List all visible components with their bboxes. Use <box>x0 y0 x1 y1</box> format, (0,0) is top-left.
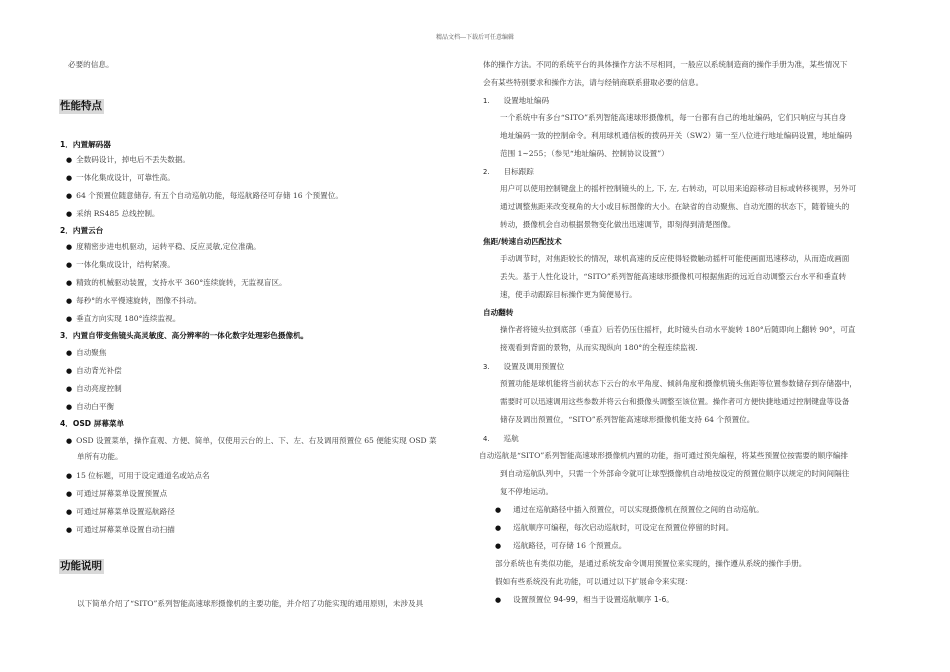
bullet-icon: ● <box>495 524 502 532</box>
bullet-icon: ● <box>66 174 73 182</box>
paragraph-line: 复不停地运动。 <box>500 487 554 496</box>
list-item: ● 通过在巡航路径中插入预置位，可以实现摄像机在预置位之间的自动巡航。 <box>495 505 764 514</box>
bullet-icon: ● <box>495 542 502 550</box>
list-item: ● 垂直方向实现 180°连续监视。 <box>66 314 181 323</box>
item3-heading: 3. 设置及调用预置位 <box>483 362 565 371</box>
list-item: ● 设置预置位 94-99，相当于设置巡航顺序 1-6。 <box>495 595 674 604</box>
bullet-icon: ● <box>66 210 73 218</box>
list-item: ● 度精密步进电机驱动，运转平稳、反应灵敏,定位准确。 <box>66 242 261 251</box>
list-item: ● 一体化集成设计，结构紧凑。 <box>66 260 175 269</box>
list-item: ● 一体化集成设计，可靠性高。 <box>66 173 175 182</box>
paragraph-line: 通过调整焦距来改变视角的大小或目标图像的大小。在缺省的自动聚焦、自动光圈的状态下，随着镜头的 <box>500 202 850 211</box>
list-item: ● 可通过屏幕菜单设置预置点 <box>66 489 168 498</box>
bullet-icon: ● <box>66 437 73 445</box>
functions-intro: 以下简单介绍了“SITO”系列智能高速球形摄像机的主要功能，并介绍了功能实现的通用原则，未涉及具 <box>77 599 424 608</box>
list-item: ● 巡航路径，可存储 16 个预置点。 <box>495 541 627 550</box>
list-item: ● 自动亮度控制 <box>66 384 122 393</box>
list-item: ● 巡航顺序可编程，每次启动巡航时，可设定在预置位停留的时间。 <box>495 523 734 532</box>
paragraph-line: 体的操作方法。不同的系统平台的具体操作方法不尽相同，一般应以系统制造商的操作手册为准，某些情况下 <box>483 60 848 69</box>
paragraph-line: 预置功能是球机能将当前状态下云台的水平角度、倾斜角度和摄像机镜头焦距等位置参数储存到存储器中， <box>500 379 857 388</box>
paragraph-line: 操作者将镜头拉到底部（垂直）后若仍压住摇杆，此时镜头自动水平旋转 180°后随即向上翻转 90°，可直 <box>500 325 856 334</box>
list-item: ● 全数码设计，掉电后不丢失数据。 <box>66 155 191 164</box>
bullet-icon: ● <box>66 243 73 251</box>
item1-heading: 1. 设置地址编码 <box>483 96 550 105</box>
paragraph-line: 一个系统中有多台“SITO”系列智能高速球形摄像机，每一台都有自己的地址编码，它们只响应与其自身 <box>500 113 847 122</box>
item4-heading: 4. 巡航 <box>483 434 519 443</box>
list-item: ● OSD 设置菜单，操作直观、方便、简单，仅使用云台的上、下、左、右及调用预置位 65 便能实现 OSD 菜 <box>66 436 437 445</box>
section-features-heading: 性能特点 <box>60 100 102 112</box>
group1-title: 1．内置解码器 <box>60 140 111 149</box>
subsection-flip-heading: 自动翻转 <box>483 308 514 317</box>
bullet-icon: ● <box>66 192 73 200</box>
paragraph-line: 转动，摄像机会自动根据景物变化做出迅速调节，即刻得到清楚图像。 <box>500 220 736 229</box>
note-line: 部分系统也有类似功能，是通过系统发命令调用预置位来实现的，操作遵从系统的操作手册。 <box>495 559 807 568</box>
intro-tail: 必要的信息。 <box>68 60 114 69</box>
bullet-icon: ● <box>66 403 73 411</box>
list-item: ● 每秒°的水平慢速旋转，图像不抖动。 <box>66 296 202 305</box>
list-item: ● 自动白平衡 <box>66 402 115 411</box>
list-item: ● 可通过屏幕菜单设置自动扫描 <box>66 525 175 534</box>
list-item: ● 采纳 RS485 总线控制。 <box>66 209 160 218</box>
paragraph-line: 范围 1~255；（参见“地址编码、控制协议设置”） <box>500 149 669 158</box>
bullet-icon: ● <box>66 315 73 323</box>
bullet-icon: ● <box>66 472 73 480</box>
bullet-icon: ● <box>66 156 73 164</box>
item2-heading: 2. 目标跟踪 <box>483 167 534 176</box>
bullet-icon: ● <box>66 261 73 269</box>
page-header: 精品文档---下载后可任意编辑 <box>435 34 515 41</box>
bullet-icon: ● <box>495 506 502 514</box>
list-item-continuation: 单所有功能。 <box>77 452 123 461</box>
paragraph-line: 丢失。基于人性化设计，“SITO”系列智能高速球形摄像机可根据焦距的远近自动调整云台水平和垂直转 <box>500 272 847 281</box>
paragraph-line: 手动调节时，对焦距较长的情况，球机高速的反应使得轻微触动摇杆可能使画面迅速移动，从而造成画面 <box>500 254 850 263</box>
list-item: ● 自动背光补偿 <box>66 366 122 375</box>
list-item: ● 64 个预置位随意储存, 有五个自动巡航功能，每巡航路径可存储 16 个预置位。 <box>66 191 343 200</box>
paragraph-line: 地址编码一致的控制命令。利用球机通信板的拨码开关（SW2）第一至八位进行地址编码设置，地址编码 <box>500 131 852 140</box>
note-line: 假如有些系统没有此功能，可以通过以下扩展命令来实现： <box>495 577 693 586</box>
paragraph-line: 储存及调出预置位，“SITO”系列智能高速球形摄像机能支持 64 个预置位。 <box>500 415 755 424</box>
group3-title: 3．内置自带变焦镜头高灵敏度、高分辨率的一体化数字处理彩色摄像机。 <box>60 331 309 340</box>
bullet-icon: ● <box>66 367 73 375</box>
list-item: ● 精致的机械驱动装置，支持水平 360°连续旋转，无监视盲区。 <box>66 278 287 287</box>
subsection-zoom-heading: 焦距/转速自动匹配技术 <box>483 237 562 246</box>
paragraph-line: 速，使手动跟踪目标操作更为简便易行。 <box>500 290 637 299</box>
bullet-icon: ● <box>66 508 73 516</box>
bullet-icon: ● <box>495 596 502 604</box>
bullet-icon: ● <box>66 385 73 393</box>
paragraph-line: 会有某些特别要求和操作方法，请与经销商联系猎取必要的信息。 <box>483 78 704 87</box>
list-item: ● 可通过屏幕菜单设置巡航路径 <box>66 507 175 516</box>
paragraph-line: 到自动巡航队列中，只需一个外部命令就可让球型摄像机自动地按设定的预置位顺序以规定的时间间隔往 <box>500 469 850 478</box>
bullet-icon: ● <box>66 490 73 498</box>
list-item: ● 自动聚焦 <box>66 348 107 357</box>
list-item: ● 15 位标题，可用于设定通道名或站点名 <box>66 471 210 480</box>
paragraph-line: 接观看到背面的景物，从而实现纵向 180°的全程连续监视. <box>500 343 698 352</box>
paragraph-line: 需要时可以迅速调用这些参数并将云台和摄像头调整至该位置。操作者可方便快捷地通过控制键盘等设备 <box>500 397 850 406</box>
bullet-icon: ● <box>66 297 73 305</box>
bullet-icon: ● <box>66 279 73 287</box>
bullet-icon: ● <box>66 526 73 534</box>
paragraph-line: 用户可以使用控制键盘上的摇杆控制镜头的上, 下, 左, 右转动，可以用来追踪移动目标或转移视界，另外可 <box>500 184 857 193</box>
bullet-icon: ● <box>66 349 73 357</box>
group4-title: 4．OSD 屏幕菜单 <box>60 419 125 428</box>
paragraph-line: 自动巡航是“SITO”系列智能高速球形摄像机内置的功能，指可通过预先编程，将某些预置位按需要的顺序编排 <box>479 451 848 460</box>
section-functions-heading: 功能说明 <box>60 560 102 572</box>
group2-title: 2．内置云台 <box>60 226 104 235</box>
